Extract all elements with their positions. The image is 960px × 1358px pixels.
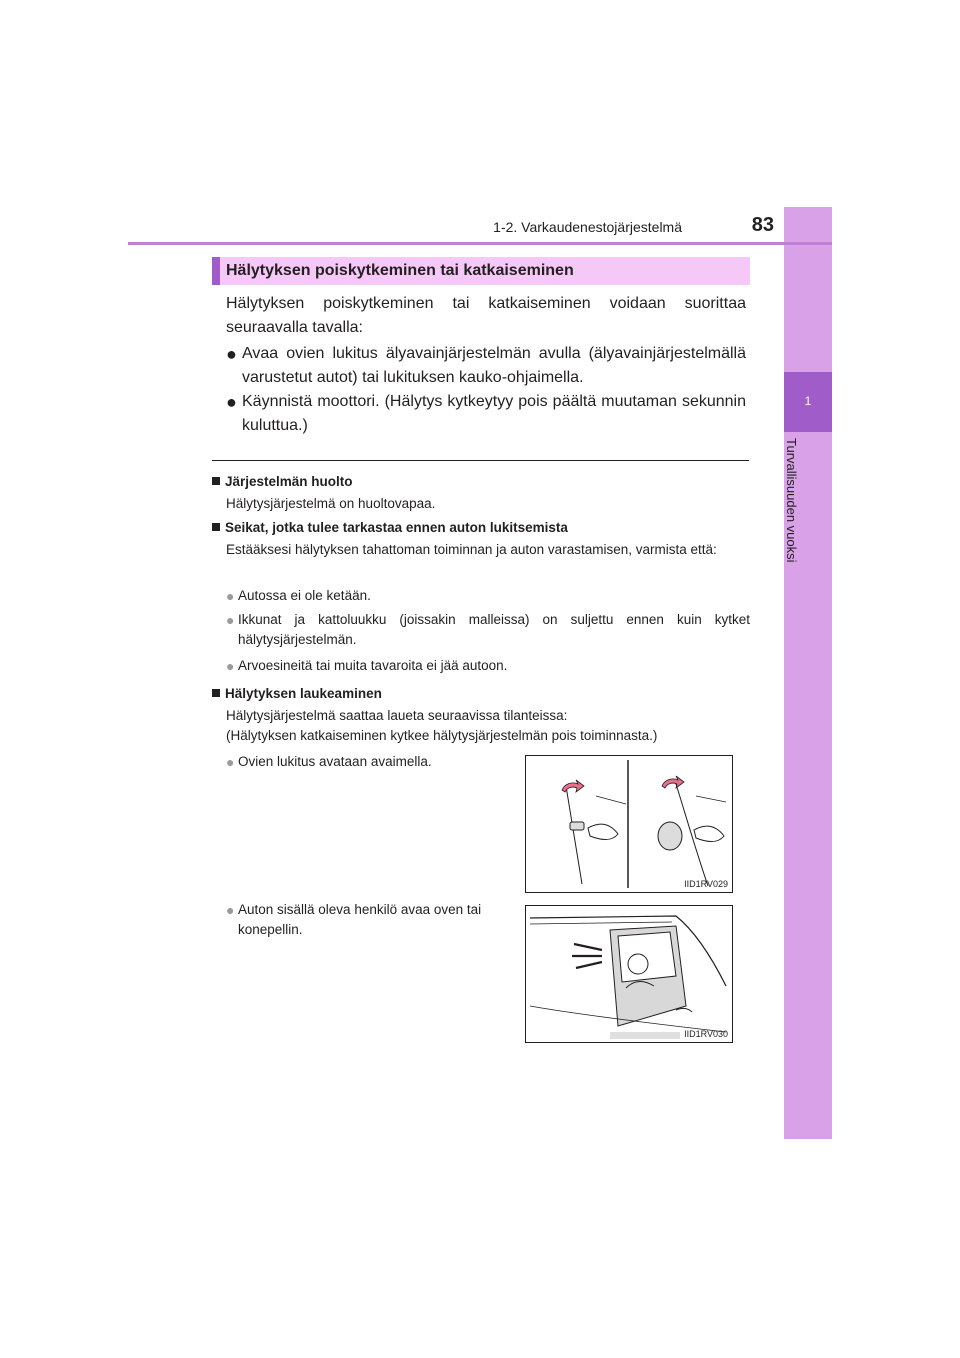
person-opening-car-door-illustration xyxy=(525,905,733,1043)
section-bullet xyxy=(226,342,746,390)
bullet-dot: ● xyxy=(226,658,235,674)
note-bullet: ● Ovien lukitus avataan avaimella. xyxy=(226,754,432,770)
bullet-dot: ● xyxy=(226,588,235,604)
note-heading: Järjestelmän huolto xyxy=(212,472,353,492)
note-bullet: ● Auton sisällä oleva henkilö avaa oven tai konepellin. xyxy=(226,902,482,937)
bullet-dot: ● xyxy=(226,344,237,364)
note-bullet: ● Autossa ei ole ketään. xyxy=(226,588,371,604)
note-text: (Hälytyksen katkaiseminen kytkee hälytysjärjestelmän pois toiminnasta.) xyxy=(226,728,658,743)
header-title: 1-2. Varkaudenestojärjestelmä xyxy=(493,219,682,235)
note-heading: Seikat, jotka tulee tarkastaa ennen auton lukitsemista xyxy=(212,518,568,538)
chapter-number: 1 xyxy=(804,394,812,408)
note-text: Hälytysjärjestelmä saattaa laueta seuraavissa tilanteissa: xyxy=(226,708,568,723)
note-text: Hälytysjärjestelmä on huoltovapaa. xyxy=(226,496,436,511)
bullet-dot: ● xyxy=(226,754,235,770)
note-heading: Hälytyksen laukeaminen xyxy=(212,684,382,704)
note-bullet: ● Ikkunat ja kattoluukku (joissakin malleissa) on suljettu ennen kuin kytket hälytysjärjestelmän. xyxy=(226,612,750,647)
section-title: Hälytyksen poiskytkeminen tai katkaiseminen xyxy=(226,262,574,279)
bullet-dot: ● xyxy=(226,612,235,628)
note-bullet: ● Arvoesineitä tai muita tavaroita ei jää autoon. xyxy=(226,658,508,674)
figure-code: IID1RV030 xyxy=(684,1029,728,1039)
person-opening-car-door-svg xyxy=(526,906,732,1042)
chapter-title: Turvallisuuden vuoksi xyxy=(784,438,799,563)
key-in-door-lock-svg xyxy=(526,756,732,892)
side-tab xyxy=(784,207,832,1139)
square-bullet-icon xyxy=(212,523,220,531)
page-number: 83 xyxy=(751,214,774,236)
notes-divider xyxy=(212,460,749,461)
section-bullet xyxy=(226,390,746,438)
section-bullet-text: Käynnistä moottori. (Hälytys kytkeytyy pois päältä muutaman sekunnin kuluttua.) xyxy=(242,393,746,434)
figure-code: IID1RV029 xyxy=(684,879,728,889)
section-bullet-text: Avaa ovien lukitus älyavainjärjestelmän avulla (älyavainjärjestelmällä varustetut autot) tai lukituksen kauko-ohjaimella. xyxy=(242,345,746,386)
bullet-dot: ● xyxy=(226,902,235,918)
square-bullet-icon xyxy=(212,477,220,485)
key-in-door-lock-illustration xyxy=(525,755,733,893)
section-intro: Hälytyksen poiskytkeminen tai katkaiseminen voidaan suorittaa seuraavalla tavalla: xyxy=(226,295,746,336)
header-rule xyxy=(128,242,832,245)
section-heading-accent xyxy=(212,257,220,285)
square-bullet-icon xyxy=(212,689,220,697)
bullet-dot: ● xyxy=(226,392,237,412)
note-text: Estääksesi hälytyksen tahattoman toiminnan ja auton varastamisen, varmista että: xyxy=(226,542,717,557)
